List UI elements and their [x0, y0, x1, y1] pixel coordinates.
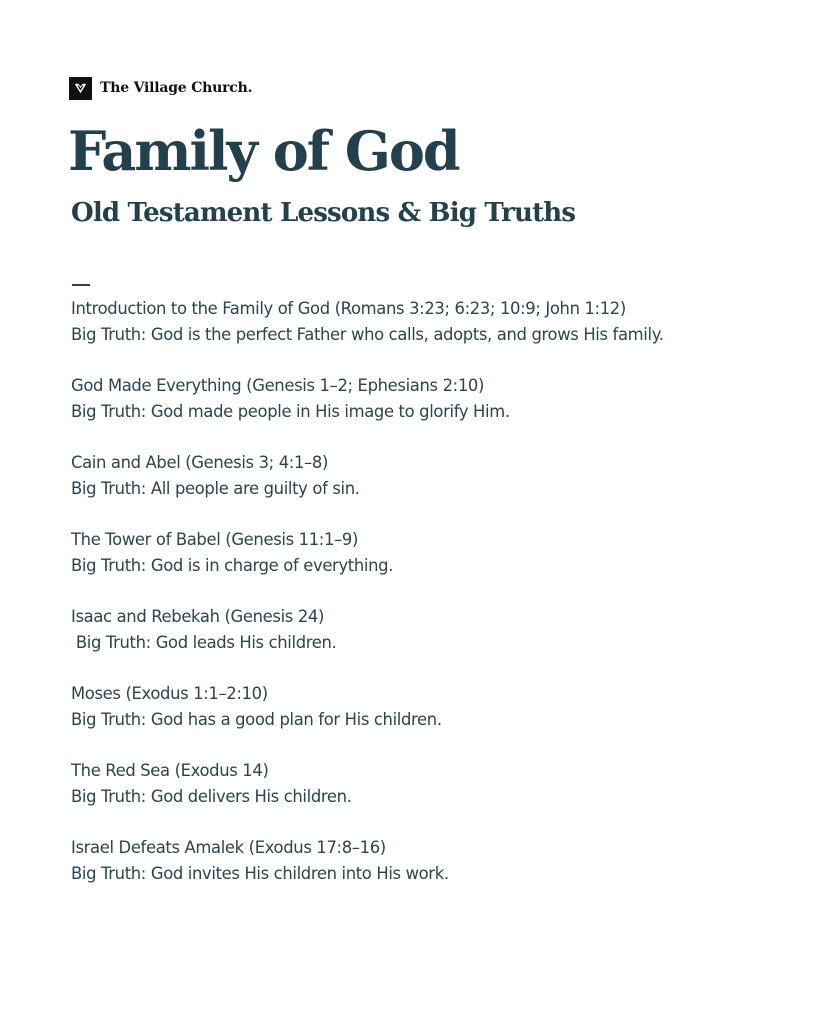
- lesson-item: [71, 527, 791, 604]
- lesson-big-truth: Big Truth: God invites His children into His work.: [71, 864, 449, 883]
- page-title: Family of God: [68, 119, 459, 183]
- lesson-item: [71, 296, 791, 373]
- lesson-title: Cain and Abel (Genesis 3; 4:1–8): [71, 453, 329, 472]
- lesson-item: [71, 373, 791, 450]
- page-subtitle: Old Testament Lessons & Big Truths: [71, 198, 576, 228]
- lesson-title: The Red Sea (Exodus 14): [71, 761, 269, 780]
- lesson-item: [71, 681, 791, 758]
- lesson-big-truth: Big Truth: God made people in His image to glorify Him.: [71, 402, 510, 421]
- lesson-title: Israel Defeats Amalek (Exodus 17:8–16): [71, 838, 386, 857]
- lesson-big-truth: Big Truth: God leads His children.: [71, 633, 337, 652]
- heart-v-icon: [69, 77, 92, 100]
- lesson-title: Isaac and Rebekah (Genesis 24): [71, 607, 325, 626]
- lesson-big-truth: Big Truth: God delivers His children.: [71, 787, 352, 806]
- lesson-title: Introduction to the Family of God (Romans 3:23; 6:23; 10:9; John 1:12): [71, 299, 626, 318]
- lesson-item: [71, 450, 791, 527]
- lesson-item: [71, 604, 791, 681]
- lesson-item: [71, 758, 791, 835]
- lesson-big-truth: Big Truth: All people are guilty of sin.: [71, 479, 360, 498]
- lesson-title: The Tower of Babel (Genesis 11:1–9): [71, 530, 359, 549]
- lesson-title: God Made Everything (Genesis 1–2; Ephesians 2:10): [71, 376, 485, 395]
- lesson-title: Moses (Exodus 1:1–2:10): [71, 684, 268, 703]
- section-divider: [72, 284, 90, 286]
- church-name: The Village Church.: [100, 80, 253, 96]
- lesson-big-truth: Big Truth: God has a good plan for His children.: [71, 710, 442, 729]
- lesson-big-truth: Big Truth: God is the perfect Father who calls, adopts, and grows His family.: [71, 325, 664, 344]
- lesson-big-truth: Big Truth: God is in charge of everything.: [71, 556, 394, 575]
- lesson-item: [71, 835, 791, 912]
- lesson-list: [71, 296, 791, 912]
- church-logo: [69, 76, 252, 100]
